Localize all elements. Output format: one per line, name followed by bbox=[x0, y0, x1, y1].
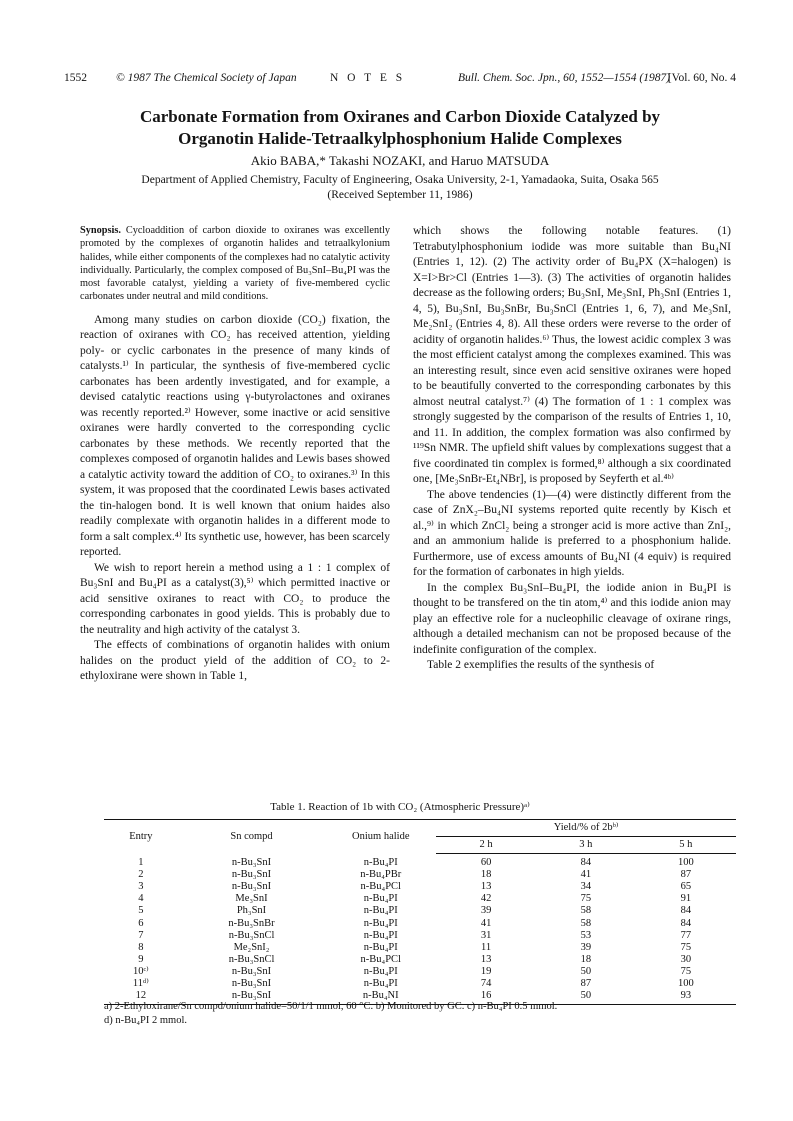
column-header-yield: Yield/% of 2bᵇ⁾ bbox=[436, 820, 736, 837]
cell-onium-halide: n-Bu₄PCl bbox=[360, 953, 401, 965]
author-list: Akio BABA,* Takashi NOZAKI, and Haruo MATSUDA bbox=[250, 153, 550, 168]
cell-yield-3h: 34 bbox=[580, 881, 592, 893]
cell-sn-compd: n-Bu₃SnI bbox=[231, 977, 272, 989]
cell-yield-3h: 41 bbox=[580, 869, 592, 881]
cell-yield-5h: 100 bbox=[677, 857, 694, 869]
cell-yield-2h: 13 bbox=[480, 953, 492, 965]
cell-yield-5h: 77 bbox=[680, 929, 692, 941]
cell-yield-5h: 75 bbox=[680, 941, 692, 953]
copyright-notice: © 1987 The Chemical Society of Japan bbox=[116, 72, 297, 84]
cell-onium-halide: n-Bu₄NI bbox=[325, 990, 436, 1005]
body-paragraph: In the complex Bu₃SnI–Bu₄PI, the iodide anion in Bu₄PI is thought to be transfered on the tin atom,⁴⁾ and this iodide anion may play an effective role for a nucleophilic cleavage of oxirane rings, although a detailed mechanism can not be proposed because of the indefinite configuration of the complex. bbox=[413, 581, 731, 656]
table-row bbox=[104, 893, 736, 905]
cell-sn-compd: n-Bu₃SnI bbox=[231, 869, 272, 881]
cell-entry: 9 bbox=[138, 953, 144, 965]
cell-sn-compd: Ph₃SnI bbox=[236, 905, 267, 917]
body-paragraph: Among many studies on carbon dioxide (CO₂) fixation, the reaction of oxiranes with CO₂ has received attention, yielding poly- or cyclic carbonates in the presence of many kinds of catalysts.¹⁾ In particular, the synthesis of five-membered cyclic carbonates has been ardently investigated, and for example, a devised catalytic reactions using γ-butyrolactones and oxiranes was recently reported.²⁾ However, some inactive or acid sensitive oxiranes were hardly converted to the corresponding cyclic carbonates by these methods. We recently reported that the complexes composed of organotin halides and Lewis bases showed a catalytic activity toward the addition of CO₂ to oxiranes.³⁾ In this system, it was proposed that the coordinated Lewis bases activated the tin-halogen bond. It is well known that onium haides also readily complexate with organotin halides in a different mode to form a salt complex.⁴⁾ Its synthetic use, however, has been scarcely reported. bbox=[80, 313, 390, 559]
section-label: N O T E S bbox=[330, 72, 406, 84]
table-footnote: a) 2-Ethyloxirane/Sn compd/onium halide=50/1/1 mmol, 60 °C. b) Monitored by GC. c) n-Bu₄PI 0.5 mmol. bbox=[104, 1001, 558, 1012]
cell-entry: 8 bbox=[138, 941, 144, 953]
cell-yield-3h: 39 bbox=[580, 941, 592, 953]
received-date: (Received September 11, 1986) bbox=[327, 189, 473, 201]
cell-yield-5h: 84 bbox=[680, 917, 692, 929]
cell-entry: 12 bbox=[104, 990, 178, 1005]
cell-yield-2h: 11 bbox=[481, 941, 492, 953]
cell-entry: 10ᶜ⁾ bbox=[132, 965, 149, 977]
cell-yield-3h: 53 bbox=[580, 929, 592, 941]
title-line-1: Carbonate Formation from Oxiranes and Carbon Dioxide Catalyzed by bbox=[139, 107, 661, 126]
cell-sn-compd: n-Bu₃SnI bbox=[231, 965, 272, 977]
cell-onium-halide: n-Bu₄PI bbox=[363, 929, 398, 941]
cell-entry: 2 bbox=[138, 869, 144, 881]
table-body bbox=[104, 854, 736, 1005]
table-row bbox=[104, 954, 736, 966]
cell-yield-2h: 18 bbox=[480, 869, 492, 881]
left-column bbox=[80, 224, 390, 685]
cell-yield-3h: 58 bbox=[580, 917, 592, 929]
cell-yield-3h: 58 bbox=[580, 905, 592, 917]
table-row bbox=[104, 881, 736, 893]
cell-yield-5h: 100 bbox=[677, 977, 694, 989]
body-paragraph: Table 2 exemplifies the results of the synthesis of bbox=[427, 659, 655, 671]
table-row bbox=[104, 930, 736, 942]
cell-yield-5h: 91 bbox=[680, 893, 692, 905]
table-row bbox=[104, 905, 736, 917]
cell-entry: 11ᵈ⁾ bbox=[132, 977, 149, 989]
table-row bbox=[104, 978, 736, 990]
cell-sn-compd: n-Bu₃SnCl bbox=[228, 953, 275, 965]
table-footnote: d) n-Bu₄PI 2 mmol. bbox=[104, 1015, 187, 1026]
cell-entry: 1 bbox=[138, 856, 144, 868]
cell-onium-halide: n-Bu₄PCl bbox=[360, 881, 401, 893]
right-column bbox=[413, 224, 731, 674]
cell-yield-3h: 84 bbox=[580, 857, 592, 869]
table-row bbox=[104, 966, 736, 978]
cell-onium-halide: n-Bu₄PI bbox=[363, 941, 398, 953]
cell-onium-halide: n-Bu₄PI bbox=[363, 856, 398, 868]
cell-yield-5h: 65 bbox=[680, 881, 692, 893]
table-footnotes bbox=[104, 1000, 736, 1028]
cell-yield-5h: 75 bbox=[680, 965, 692, 977]
cell-sn-compd: Me₂SnI₂ bbox=[233, 941, 270, 953]
synopsis-text: Cycloaddition of carbon dioxide to oxiranes was excellently promoted by the complexes of organotin halides and tetraalkylonium halides, while either components of the complexes had no catalytic activity individually. Particularly, the complex composed of Bu₃SnI–Bu₄PI was the most favorable catalyst, yielding a variety of five-membered cyclic carbonates under neutral and mild conditions. bbox=[80, 225, 391, 303]
cell-yield-2h: 13 bbox=[480, 881, 492, 893]
cell-sn-compd: n-Bu₃SnBr bbox=[228, 917, 275, 929]
cell-entry: 3 bbox=[138, 881, 144, 893]
cell-entry: 6 bbox=[138, 917, 144, 929]
cell-yield-5h: 93 bbox=[636, 990, 736, 1005]
cell-yield-3h: 50 bbox=[536, 990, 636, 1005]
cell-yield-5h: 87 bbox=[680, 869, 692, 881]
column-header-entry: Entry bbox=[104, 820, 178, 854]
cell-yield-2h: 16 bbox=[436, 990, 536, 1005]
column-header-onium-halide: Onium halide bbox=[325, 820, 436, 854]
cell-sn-compd: n-Bu₃SnI bbox=[178, 990, 326, 1005]
cell-onium-halide: n-Bu₄PI bbox=[363, 917, 398, 929]
table-row bbox=[104, 869, 736, 881]
cell-entry: 4 bbox=[138, 893, 144, 905]
article-title bbox=[60, 106, 740, 150]
cell-entry: 5 bbox=[138, 905, 144, 917]
cell-yield-3h: 18 bbox=[580, 953, 592, 965]
column-header-time: 2 h bbox=[436, 837, 536, 854]
affiliation-block bbox=[60, 173, 740, 203]
cell-yield-5h: 84 bbox=[680, 905, 692, 917]
cell-yield-2h: 74 bbox=[480, 977, 492, 989]
cell-entry: 7 bbox=[138, 929, 144, 941]
body-paragraph: We wish to report herein a method using a 1 : 1 complex of Bu₃SnI and Bu₄PI as a catalyst(3),⁵⁾ which permitted inactive or acid sensitive oxiranes to react with CO₂ to produce the corresponding carbonates in good yields. This is probably due to the neutrality and high activity of the catalyst 3. bbox=[80, 561, 390, 636]
cell-yield-5h: 30 bbox=[680, 953, 692, 965]
cell-yield-3h: 75 bbox=[580, 893, 592, 905]
page-number: 1552 bbox=[64, 72, 87, 84]
cell-yield-2h: 39 bbox=[480, 905, 492, 917]
running-header bbox=[64, 72, 736, 90]
synopsis-label: Synopsis. bbox=[80, 225, 121, 236]
cell-yield-2h: 60 bbox=[480, 857, 492, 869]
synopsis bbox=[80, 224, 390, 304]
column-header-sn-compd: Sn compd bbox=[178, 820, 326, 854]
table-caption: Table 1. Reaction of 1b with CO₂ (Atmospheric Pressure)ᵃ⁾ bbox=[270, 801, 530, 813]
cell-yield-2h: 41 bbox=[480, 917, 492, 929]
affiliation: Department of Applied Chemistry, Faculty of Engineering, Osaka University, 2-1, Yamadaoka, Suita, Osaka 565 bbox=[141, 174, 659, 186]
journal-citation: Bull. Chem. Soc. Jpn., 60, 1552—1554 (1987) bbox=[458, 72, 671, 84]
cell-yield-2h: 19 bbox=[480, 965, 492, 977]
table-row bbox=[104, 917, 736, 929]
cell-yield-3h: 87 bbox=[580, 977, 592, 989]
column-header-time: 5 h bbox=[636, 837, 736, 854]
cell-onium-halide: n-Bu₄PI bbox=[363, 977, 398, 989]
cell-sn-compd: n-Bu₃SnI bbox=[231, 856, 272, 868]
cell-onium-halide: n-Bu₄PI bbox=[363, 893, 398, 905]
body-paragraph: The effects of combinations of organotin halides with onium halides on the product yield of the addition of CO₂ to 2-ethyloxirane were shown in Table 1, bbox=[80, 639, 390, 683]
results-table bbox=[104, 819, 736, 1005]
cell-onium-halide: n-Bu₄PI bbox=[363, 905, 398, 917]
cell-yield-3h: 50 bbox=[580, 965, 592, 977]
cell-yield-2h: 31 bbox=[480, 929, 492, 941]
cell-sn-compd: n-Bu₃SnI bbox=[231, 881, 272, 893]
table-row bbox=[104, 854, 736, 870]
volume-label: [Vol. 60, No. 4 bbox=[667, 72, 736, 84]
cell-yield-2h: 42 bbox=[480, 893, 492, 905]
title-line-2: Organotin Halide-Tetraalkylphosphonium Halide Complexes bbox=[178, 129, 622, 148]
cell-onium-halide: n-Bu₄PI bbox=[363, 965, 398, 977]
body-paragraph: which shows the following notable features. (1) Tetrabutylphosphonium iodide was more suitable than Bu₄NI (Entries 1, 12). (2) The activity order of Bu₄PX (X=halogen) is X=I>Br>Cl (Entries 1—3). (3) The activities of organotin halides decrease as the following orders; Bu₃SnI, Me₃SnI, Ph₃SnI (Entries 1, 4, 5), Bu₃SnI, Bu₃SnBr, Bu₃SnCl (Entries 1, 6, 7), and Me₃SnI, Me₂SnI₂ (Entries 4, 8). All these orders were reverse to the order of acidity of organotin halides.⁶⁾ Thus, the lowest acidic complex 3 was the most efficient catalyst among the complexes examined. This was an interesting result, since even acid sensitive oxiranes were hoped to be beautifully converted to the corresponding carbonates by this almost neutral catalyst.⁷⁾ (4) The formation of 1 : 1 complex was strongly suggested by the comparison of the results of Entries 1, 10, and 11. In addition, the complex formation was also confirmed by ¹¹⁹Sn NMR. The upfield shift values by complexations suggest that a five coordinated tin complex is formed,⁸⁾ although a six coordinated one, [Me₃SnBr-Et₄NBr], is proposed by Seyferth et al.⁴ᵇ⁾ bbox=[413, 225, 731, 485]
column-header-time: 3 h bbox=[536, 837, 636, 854]
body-paragraph: The above tendencies (1)—(4) were distinctly different from the case of ZnX₂–Bu₄NI systems reported quite recently by Kisch et al.,⁹⁾ in which ZnCl₂ being a stronger acid is more active than ZnI₂, and an ammonium halide is preferred to a phosphonium halide. Furthermore, use of excess amounts of Bu₄NI (4 equiv) is required for the formation of carbonates in high yields. bbox=[413, 488, 731, 578]
cell-sn-compd: Me₃SnI bbox=[235, 893, 268, 905]
table-row bbox=[104, 942, 736, 954]
cell-onium-halide: n-Bu₄PBr bbox=[360, 869, 402, 881]
cell-sn-compd: n-Bu₃SnCl bbox=[228, 929, 275, 941]
